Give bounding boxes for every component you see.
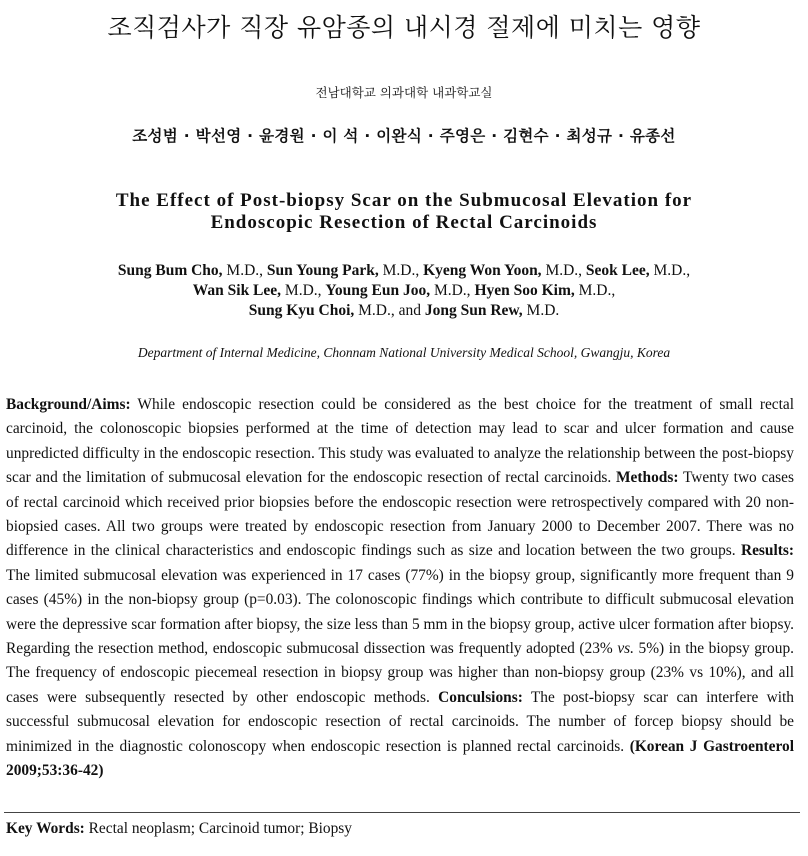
keywords-text: Rectal neoplasm; Carcinoid tumor; Biopsy	[84, 820, 352, 837]
citation: (Korean J Gastroenterol 2009;53:36-42)	[6, 737, 794, 780]
conclusions-text: The post-biopsy scar can interfere with successful submucosal elevation for endoscopic resection of rectal carcinoids. The number of forcep biopsy should be minimized in the diagnostic colonoscopy when endoscopic resection is planned rectal carcinoids.	[6, 688, 794, 755]
author-degree: M.D.,	[378, 262, 424, 279]
author-name: Sung Bum Cho,	[117, 262, 223, 279]
background-text: While endoscopic resection could be considered as the best choice for the treatment of small rectal carcinoid, the colonoscopic biopsies performed at the time of detection may lead to scar and ulcer formation and cause unpredicted difficulty in the endoscopic resection. This study was evaluated to analyze the relationship between the post-biopsy scar and the limitation of submucosal elevation for the endoscopic resection of rectal carcinoids.	[6, 396, 794, 487]
author-name: Young Eun Joo,	[325, 282, 431, 299]
keywords	[6, 820, 352, 838]
author-degree: M.D.,	[281, 282, 326, 299]
author-line-2	[20, 281, 788, 301]
abstract-body	[6, 393, 794, 784]
korean-authors: 조성범 · 박선영 · 윤경원 · 이 석 · 이완식 · 주영은 · 김현수 · 최성규 · 유종선	[132, 127, 676, 145]
results-text-continued: 5%) in the biopsy group. The frequency of endoscopic piecemeal resection in biopsy group was higher than non-biopsy group (23% vs 10%), and all cases were subsequently resected by other endoscopic methods.	[6, 640, 794, 706]
methods-text: Twenty two cases of rectal carcinoid which received prior biopsies before the endoscopic resection were retrospectively compared with 20 non-biopsied cases. All two groups were treated by endoscopic resection from January 2000 to December 2007. There was no difference in the clinical characteristics and endoscopic findings such as size and location between the two groups.	[6, 469, 794, 560]
author-name: Kyeng Won Yoon,	[423, 262, 542, 279]
author-name: Sung Kyu Choi,	[248, 302, 355, 319]
author-name: Hyen Soo Kim,	[474, 282, 575, 299]
author-degree: M.D.	[522, 302, 560, 319]
author-name: Jong Sun Rew,	[424, 302, 523, 319]
author-degree: M.D.,	[574, 282, 616, 299]
keywords-label: Key Words:	[6, 820, 85, 837]
english-title	[30, 190, 778, 234]
author-line-1	[20, 261, 788, 281]
background-label: Background/Aims:	[6, 396, 131, 413]
author-degree: M.D., and	[354, 302, 425, 319]
author-degree: M.D.,	[541, 262, 586, 279]
results-label: Results:	[740, 542, 794, 560]
author-name: Wan Sik Lee,	[192, 282, 282, 299]
author-degree: M.D.,	[649, 262, 691, 279]
korean-title: 조직검사가 직장 유암종의 내시경 절제에 미치는 영향	[107, 13, 701, 42]
methods-label: Methods:	[616, 469, 679, 487]
author-degree: M.D.,	[430, 282, 475, 299]
author-degree: M.D.,	[222, 262, 267, 279]
author-line-3	[20, 301, 788, 321]
author-name: Sun Young Park,	[266, 262, 379, 279]
department-affiliation: Department of Internal Medicine, Chonnam National University Medical School, Gwangju, Korea	[137, 345, 671, 360]
author-name: Seok Lee,	[585, 262, 650, 279]
keywords-divider	[4, 812, 800, 813]
english-title-line-1: The Effect of Post-biopsy Scar on the Submucosal Elevation for	[115, 190, 693, 211]
english-authors	[20, 261, 788, 321]
results-text: The limited submucosal elevation was experienced in 17 cases (77%) in the biopsy group, significantly more frequent than 9 cases (45%) in the non-biopsy group (p=0.03). The colonoscopic findings which contribute to difficult submucosal elevation were the depressive scar formation after biopsy, the size less than 5 mm in the biopsy group, active ulcer formation after biopsy. Regarding the resection method, endoscopic submucosal dissection was frequently adopted (23%	[6, 566, 794, 658]
conclusions-label: Conculsions:	[438, 688, 523, 706]
results-vs: vs.	[617, 640, 634, 658]
english-title-line-2: Endoscopic Resection of Rectal Carcinoids	[210, 212, 598, 233]
korean-affiliation: 전남대학교 의과대학 내과학교실	[315, 85, 493, 100]
